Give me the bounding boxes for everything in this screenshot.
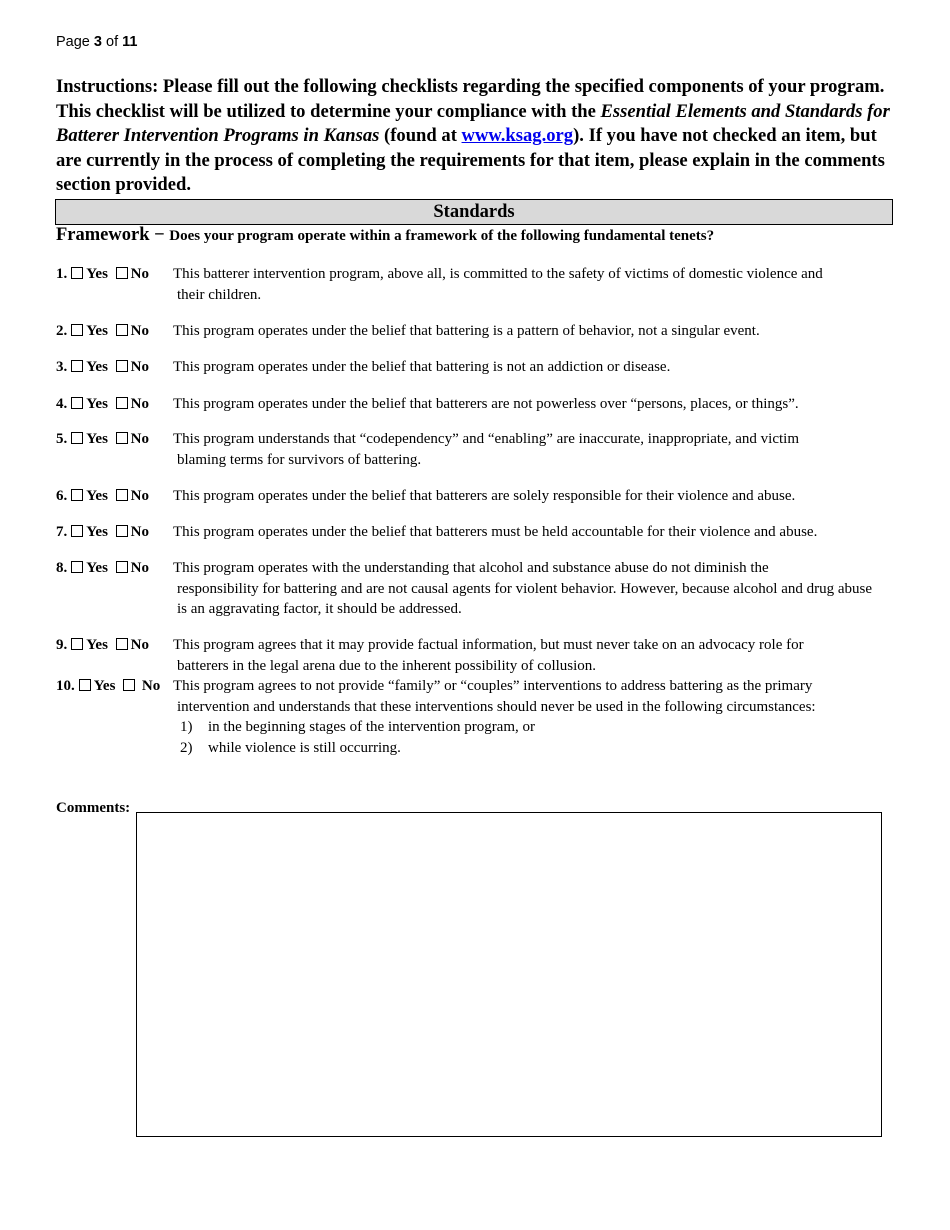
framework-heading: Framework − Does your program operate within a framework of the following fundamental tenets? (56, 225, 715, 245)
no-checkbox[interactable] (116, 360, 128, 372)
page-number: Page 3 of 11 (56, 34, 138, 50)
standards-document-title: Essential Elements and Standards for Batterer Intervention Programs in Kansas (56, 100, 890, 147)
no-checkbox[interactable] (116, 432, 128, 444)
yes-checkbox[interactable] (71, 638, 83, 650)
list-item: 2) while violence is still occurring. (180, 739, 401, 756)
yes-checkbox[interactable] (71, 525, 83, 537)
no-checkbox[interactable] (123, 679, 135, 691)
circumstances-list (180, 717, 535, 758)
yes-checkbox[interactable] (71, 561, 83, 573)
yes-checkbox[interactable] (71, 267, 83, 279)
no-checkbox[interactable] (116, 489, 128, 501)
yes-checkbox[interactable] (71, 397, 83, 409)
no-checkbox[interactable] (116, 397, 128, 409)
yes-checkbox[interactable] (79, 679, 91, 691)
no-checkbox[interactable] (116, 561, 128, 573)
yes-checkbox[interactable] (71, 489, 83, 501)
yes-checkbox[interactable] (71, 324, 83, 336)
no-checkbox[interactable] (116, 324, 128, 336)
yes-checkbox[interactable] (71, 432, 83, 444)
instructions: Instructions: Please fill out the following checklists regarding the specified components of your program. This checklist will be utilized to determine your compliance with the Essential Elements and Standards for Batterer Intervention Programs in Kansas (found at www.ksag.org). If you have not checked an item, but are currently in the process of completing the requirements for that item, please explain in the comments section provided. (56, 76, 890, 196)
yes-checkbox[interactable] (71, 360, 83, 372)
section-header-standards: Standards (55, 199, 893, 225)
no-checkbox[interactable] (116, 267, 128, 279)
ksag-link[interactable]: www.ksag.org (461, 125, 574, 147)
no-checkbox[interactable] (116, 638, 128, 650)
comments-label: Comments: (56, 800, 131, 816)
list-item: 1) in the beginning stages of the intervention program, or (180, 719, 536, 735)
no-checkbox[interactable] (116, 525, 128, 537)
comments-textarea[interactable] (136, 812, 882, 1137)
